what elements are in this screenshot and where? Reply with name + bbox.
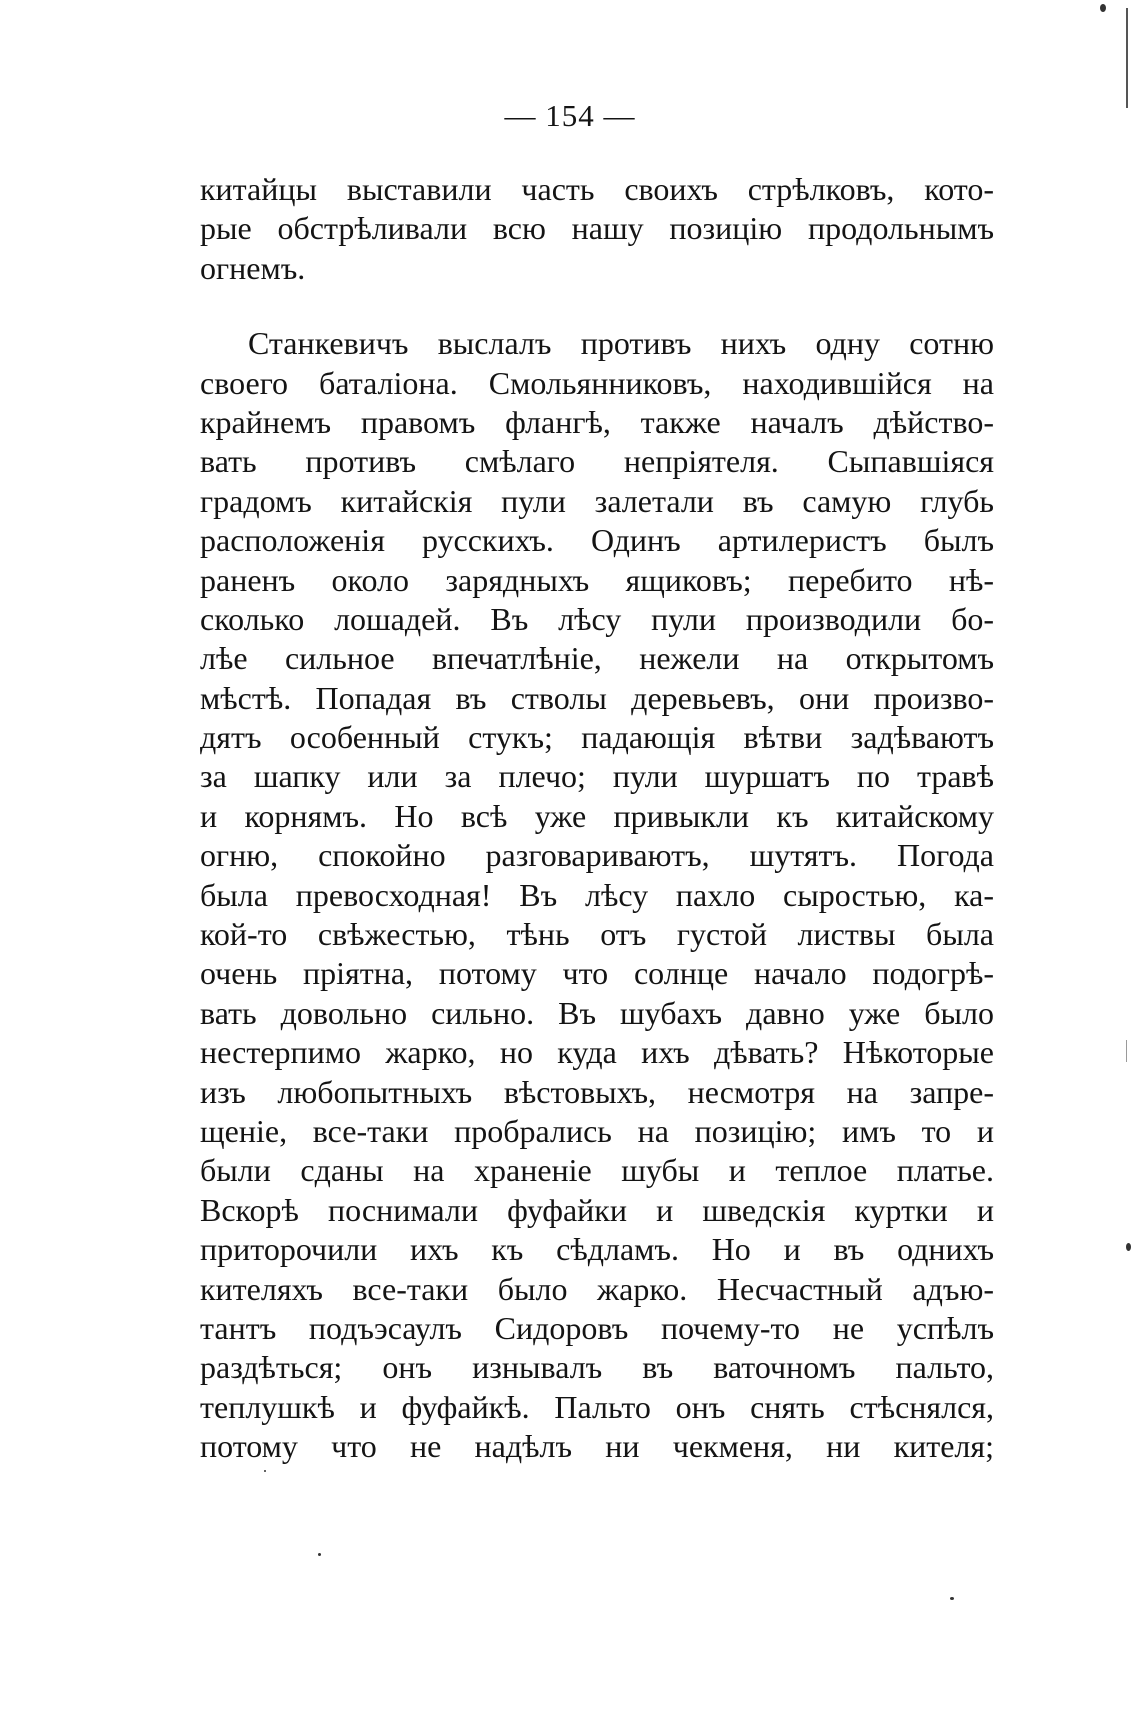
text-line: огнемъ.: [200, 249, 306, 286]
text-line: потому что не надѣлъ ни чекменя, ни кителя;: [200, 1428, 994, 1465]
text-line: огню, спокойно разговариваютъ, шутятъ. Погода: [200, 837, 994, 874]
text-line: Станкевичъ выслалъ противъ нихъ одну сотню: [248, 325, 994, 362]
page-number: — 154 —: [504, 98, 636, 133]
paragraph: [200, 170, 994, 288]
text-line: щеніе, все-таки пробрались на позицію; имъ то и: [200, 1112, 994, 1149]
body-text: [200, 170, 994, 1467]
page-edge-rule: [1126, 8, 1128, 108]
text-line: крайнемъ правомъ флангѣ, также началъ дѣйство-: [200, 403, 994, 440]
text-line: вать противъ смѣлаго непріятеля. Сыпавшіяся: [200, 443, 994, 480]
text-line: Вскорѣ поснимали фуфайки и шведскія куртки и: [200, 1191, 994, 1228]
page-edge-mark: [1126, 1040, 1127, 1062]
text-line: вать довольно сильно. Въ шубахъ давно уже было: [200, 994, 994, 1031]
text-line: раздѣться; онъ изнывалъ въ ваточномъ пальто,: [200, 1349, 994, 1386]
text-line: лѣе сильное впечатлѣніе, нежели на открытомъ: [200, 640, 994, 677]
text-line: китайцы выставили часть своихъ стрѣлковъ, кото-: [200, 171, 994, 207]
text-line: мѣстѣ. Попадая въ стволы деревьевъ, они произво-: [200, 679, 994, 716]
scan-speck: [264, 1470, 266, 1472]
text-line: была превосходная! Въ лѣсу пахло сыростью, ка-: [200, 876, 994, 913]
text-line: теплушкѣ и фуфайкѣ. Пальто онъ снять стѣснялся,: [200, 1388, 994, 1425]
text-line: были сданы на храненіе шубы и теплое платье.: [200, 1152, 994, 1189]
scan-speck: [318, 1553, 321, 1556]
text-line: дятъ особенный стукъ; падающія вѣтви задѣваютъ: [200, 719, 994, 756]
text-line: за шапку или за плечо; пули шуршатъ по травѣ: [200, 758, 994, 795]
text-line: градомъ китайскія пули залетали въ самую глубь: [200, 482, 994, 519]
text-line: рые обстрѣливали всю нашу позицію продольнымъ: [200, 210, 994, 247]
paragraph-gap: [200, 288, 994, 324]
text-line: расположенія русскихъ. Одинъ артилеристъ былъ: [200, 522, 994, 559]
text-line: кой-то свѣжестью, тѣнь отъ густой листвы была: [200, 916, 994, 953]
text-line: своего баталіона. Смольянниковъ, находившійся на: [200, 364, 994, 401]
text-line: сколько лошадей. Въ лѣсу пули производили бо-: [200, 600, 994, 637]
text-line: приторочили ихъ къ сѣдламъ. Но и въ однихъ: [200, 1231, 994, 1268]
text-line: кителяхъ все-таки было жарко. Несчастный адъю-: [200, 1270, 994, 1307]
scan-speck: [1126, 1243, 1131, 1251]
text-line: и корнямъ. Но всѣ уже привыкли къ китайскому: [200, 797, 994, 834]
text-line: очень пріятна, потому что солнце начало подогрѣ-: [200, 955, 994, 992]
scan-speck: [950, 1597, 954, 1600]
scan-speck: [1100, 4, 1106, 12]
text-line: нестерпимо жарко, но куда ихъ дѣвать? Нѣкоторые: [200, 1034, 994, 1071]
text-line: тантъ подъэсаулъ Сидоровъ почему-то не успѣлъ: [200, 1309, 994, 1346]
text-line: раненъ около зарядныхъ ящиковъ; перебито нѣ-: [200, 561, 994, 598]
text-line: изъ любопытныхъ вѣстовыхъ, несмотря на запре-: [200, 1073, 994, 1110]
paragraph: [200, 324, 994, 1466]
